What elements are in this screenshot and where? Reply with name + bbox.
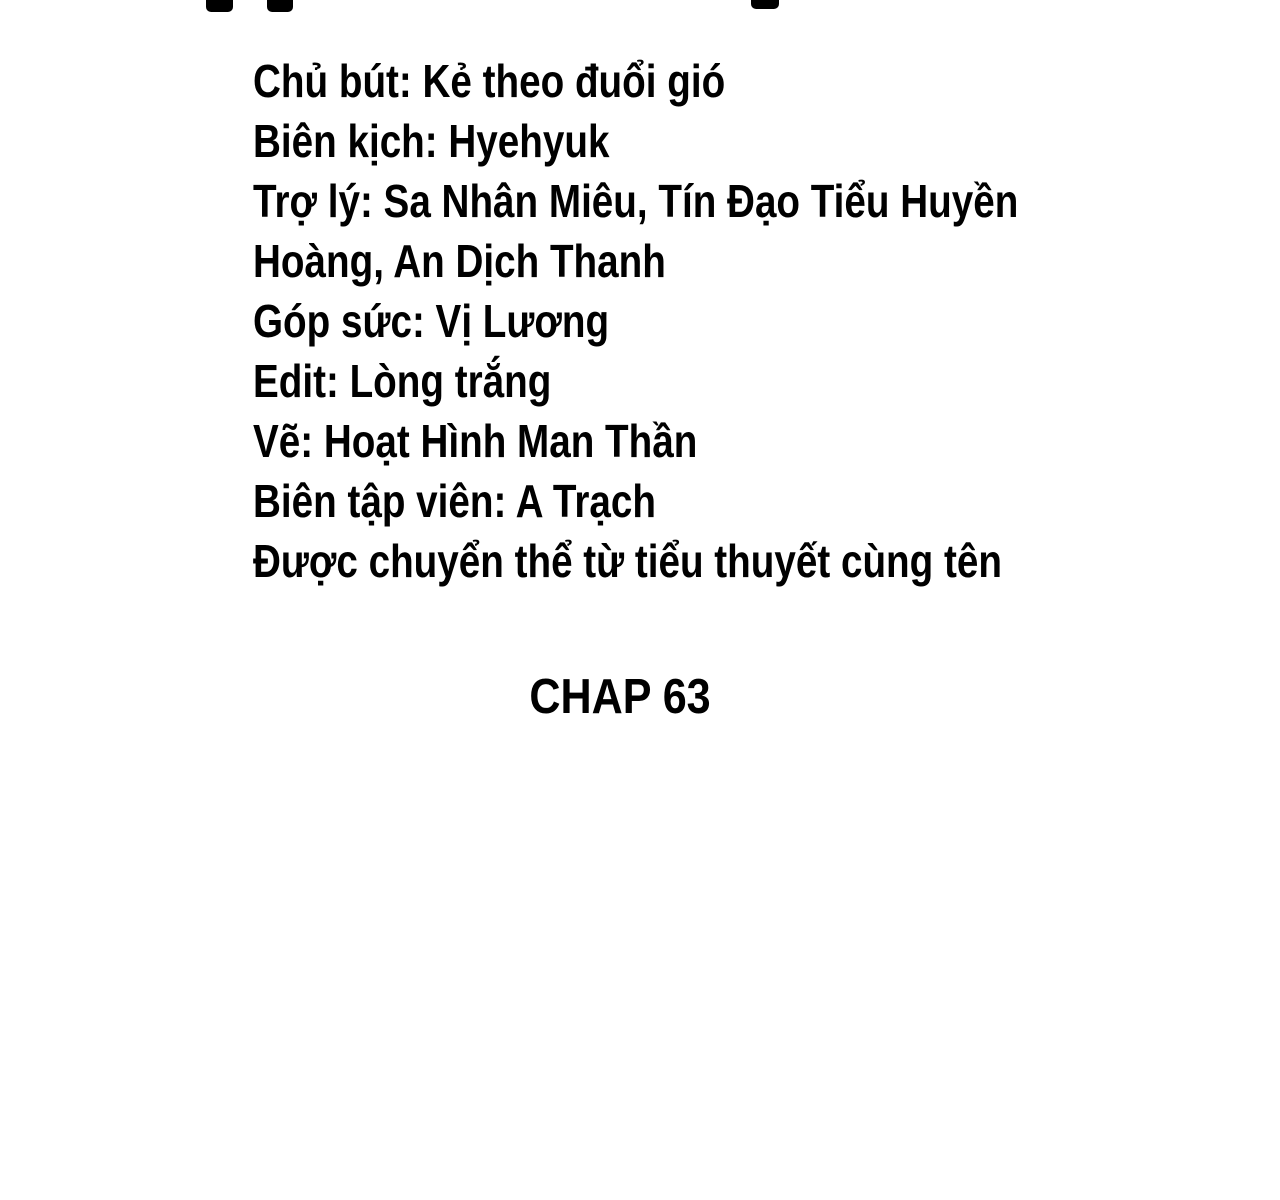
credit-line-ve: Vẽ: Hoạt Hình Man Thần (253, 415, 698, 467)
glyph-fragment-icon (751, 0, 779, 9)
credit-line-bien-tap-vien: Biên tập viên: A Trạch (253, 475, 656, 527)
glyph-fragment-icon (267, 0, 293, 12)
credit-line-bien-kich: Biên kịch: Hyehyuk (253, 115, 610, 167)
credit-line-edit: Edit: Lòng trắng (253, 355, 552, 407)
credit-line-tro-ly: Trợ lý: Sa Nhân Miêu, Tín Đạo Tiểu Huyền (253, 175, 1019, 227)
credit-line-adaptation-note: Được chuyển thể từ tiểu thuyết cùng tên (253, 535, 1002, 587)
credit-line-tro-ly-wrap: Hoàng, An Dịch Thanh (253, 235, 666, 287)
credit-line-gop-suc: Góp sức: Vị Lương (253, 295, 610, 347)
glyph-fragment-icon (206, 0, 233, 12)
credits-block (253, 51, 1164, 591)
chapter-title: CHAP 63 (529, 670, 711, 724)
credit-line-chu-but: Chủ bút: Kẻ theo đuổi gió (253, 55, 726, 107)
